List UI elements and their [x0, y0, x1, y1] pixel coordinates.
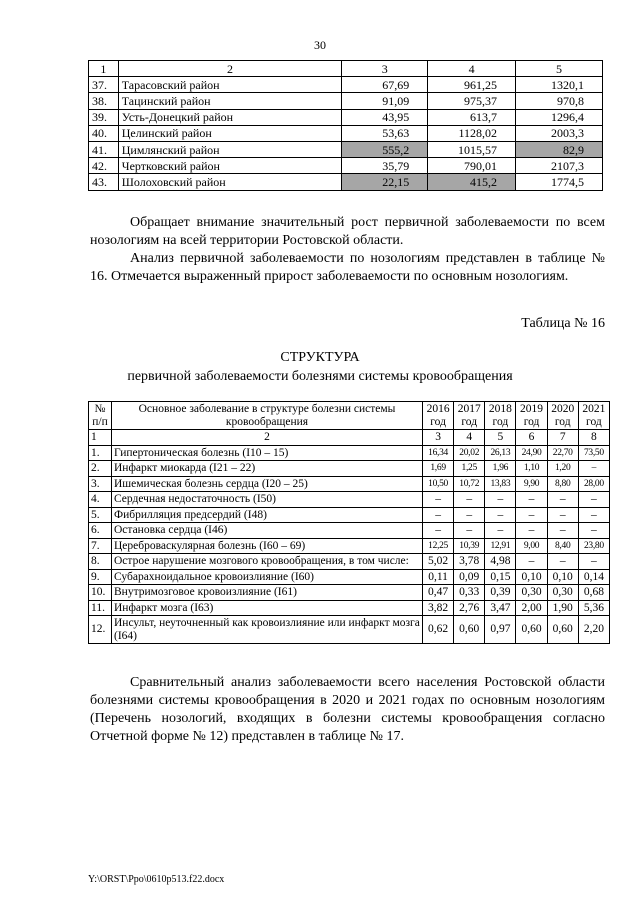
value-cell: 13,83 [485, 476, 516, 492]
district-name: Тарасовский район [118, 77, 341, 93]
value-cell: 0,15 [485, 569, 516, 585]
table-row [89, 554, 610, 570]
value-cell: 91,09 [342, 93, 428, 109]
row-number: 42. [89, 158, 119, 174]
header-cell: 3 [342, 61, 428, 77]
value-cell: – [516, 507, 547, 523]
value-cell: 0,39 [485, 585, 516, 601]
table-row [89, 461, 610, 477]
disease-name: Цереброваскулярная болезнь (I60 – 69) [112, 538, 423, 554]
value-cell: 1320,1 [516, 77, 603, 93]
value-cell: 3,47 [485, 600, 516, 616]
district-table [88, 60, 603, 191]
value-cell: 9,00 [516, 538, 547, 554]
value-cell: 1,10 [516, 461, 547, 477]
value-cell: 1774,5 [516, 174, 603, 190]
disease-name: Остановка сердца (I46) [112, 523, 423, 539]
value-cell: 0,10 [547, 569, 578, 585]
value-cell: 0,14 [578, 569, 609, 585]
value-cell: 82,9 [516, 141, 603, 157]
table-row [89, 569, 610, 585]
index-cell: 2 [112, 430, 423, 446]
value-cell: 12,25 [423, 538, 454, 554]
row-number: 12. [89, 616, 112, 644]
row-number: 39. [89, 109, 119, 125]
value-cell: – [516, 492, 547, 508]
value-cell: – [423, 523, 454, 539]
header-cell: 4 [428, 61, 516, 77]
table-row [89, 492, 610, 508]
value-cell: – [547, 523, 578, 539]
table-row [89, 538, 610, 554]
row-number: 2. [89, 461, 112, 477]
table-row [89, 476, 610, 492]
district-name: Шолоховский район [118, 174, 341, 190]
value-cell: 23,80 [578, 538, 609, 554]
value-cell: – [547, 507, 578, 523]
value-cell: 0,11 [423, 569, 454, 585]
value-cell: 1,90 [547, 600, 578, 616]
table-header-row [89, 402, 610, 430]
index-cell: 3 [423, 430, 454, 446]
district-name: Чертковский район [118, 158, 341, 174]
index-cell: 4 [454, 430, 485, 446]
table-label: Таблица № 16 [521, 316, 605, 331]
value-cell: 0,62 [423, 616, 454, 644]
value-cell: 2,76 [454, 600, 485, 616]
disease-name: Инфаркт миокарда (I21 – 22) [112, 461, 423, 477]
paragraph-3-text: Сравнительный анализ заболеваемости всего населения Ростовской области болезнями системы кровообращения в 2020 и 2021 годах по основным нозологиям (Перечень нозологий, входящих в болезни системы кровообращения согласно Отчетной форме № 12) представлен в таблице № 17. [90, 675, 605, 744]
index-cell: 7 [547, 430, 578, 446]
value-cell: 0,60 [454, 616, 485, 644]
value-cell: 73,50 [578, 445, 609, 461]
header-number: № п/п [89, 402, 112, 430]
table-row [89, 141, 603, 157]
value-cell: – [578, 492, 609, 508]
row-number: 8. [89, 554, 112, 570]
disease-name: Инсульт, неуточненный как кровоизлияние или инфаркт мозга (I64) [112, 616, 423, 644]
disease-name: Сердечная недостаточность (I50) [112, 492, 423, 508]
value-cell: 0,47 [423, 585, 454, 601]
value-cell: 53,63 [342, 125, 428, 141]
paragraph-1-text: Обращает внимание значительный рост первичной заболеваемости по всем нозологиям на всей территории Ростовской области. [90, 215, 605, 248]
header-year: 2016 год [423, 402, 454, 430]
value-cell: 12,91 [485, 538, 516, 554]
value-cell: 67,69 [342, 77, 428, 93]
district-name: Усть-Донецкий район [118, 109, 341, 125]
value-cell: – [454, 492, 485, 508]
value-cell: 3,82 [423, 600, 454, 616]
value-cell: – [423, 507, 454, 523]
value-cell: 28,00 [578, 476, 609, 492]
value-cell: 3,78 [454, 554, 485, 570]
value-cell: 415,2 [428, 174, 516, 190]
paragraph-1 [90, 214, 605, 250]
value-cell: 5,02 [423, 554, 454, 570]
value-cell: 9,90 [516, 476, 547, 492]
value-cell: 10,39 [454, 538, 485, 554]
header-cell: 2 [118, 61, 341, 77]
value-cell: – [485, 507, 516, 523]
value-cell: – [454, 507, 485, 523]
value-cell: 0,60 [516, 616, 547, 644]
row-number: 4. [89, 492, 112, 508]
value-cell: – [485, 523, 516, 539]
value-cell: – [423, 492, 454, 508]
value-cell: – [454, 523, 485, 539]
value-cell: 24,90 [516, 445, 547, 461]
district-name: Цимлянский район [118, 141, 341, 157]
value-cell: 1015,57 [428, 141, 516, 157]
disease-name: Фибрилляция предсердий (I48) [112, 507, 423, 523]
value-cell: 43,95 [342, 109, 428, 125]
value-cell: 1,25 [454, 461, 485, 477]
table-row [89, 585, 610, 601]
value-cell: 8,40 [547, 538, 578, 554]
value-cell: 2003,3 [516, 125, 603, 141]
table-row [89, 507, 610, 523]
value-cell: 0,10 [516, 569, 547, 585]
table-subtitle: первичной заболеваемости болезнями системы кровообращения [127, 369, 513, 384]
value-cell: 0,09 [454, 569, 485, 585]
header-year: 2020 год [547, 402, 578, 430]
table-row [89, 158, 603, 174]
value-cell: – [547, 492, 578, 508]
table-row [89, 174, 603, 190]
value-cell: 35,79 [342, 158, 428, 174]
table-row [89, 77, 603, 93]
row-number: 10. [89, 585, 112, 601]
row-number: 6. [89, 523, 112, 539]
row-number: 41. [89, 141, 119, 157]
value-cell: 0,68 [578, 585, 609, 601]
district-name: Тацинский район [118, 93, 341, 109]
disease-name: Гипертоническая болезнь (I10 – 15) [112, 445, 423, 461]
row-number: 1. [89, 445, 112, 461]
value-cell: 0,30 [547, 585, 578, 601]
table-row [89, 523, 610, 539]
disease-name: Острое нарушение мозгового кровообращения, в том числе: [112, 554, 423, 570]
row-number: 37. [89, 77, 119, 93]
value-cell: – [547, 554, 578, 570]
row-number: 5. [89, 507, 112, 523]
value-cell: 1,20 [547, 461, 578, 477]
index-cell: 1 [89, 430, 112, 446]
value-cell: 613,7 [428, 109, 516, 125]
value-cell: 8,80 [547, 476, 578, 492]
value-cell: 790,01 [428, 158, 516, 174]
value-cell: 22,70 [547, 445, 578, 461]
value-cell: 961,25 [428, 77, 516, 93]
value-cell: 20,02 [454, 445, 485, 461]
value-cell: – [516, 523, 547, 539]
district-name: Целинский район [118, 125, 341, 141]
disease-name: Внутримозговое кровоизлияние (I61) [112, 585, 423, 601]
value-cell: 975,37 [428, 93, 516, 109]
row-number: 43. [89, 174, 119, 190]
value-cell: – [578, 554, 609, 570]
row-number: 11. [89, 600, 112, 616]
disease-name: Субарахноидальное кровоизлияние (I60) [112, 569, 423, 585]
index-row [89, 430, 610, 446]
paragraph-2 [90, 250, 605, 286]
value-cell: 2107,3 [516, 158, 603, 174]
value-cell: 970,8 [516, 93, 603, 109]
value-cell: 1128,02 [428, 125, 516, 141]
file-path-footer: Y:\ORST\Ppo\0610p513.f22.docx [88, 874, 225, 885]
value-cell: 1,96 [485, 461, 516, 477]
value-cell: – [578, 523, 609, 539]
row-number: 38. [89, 93, 119, 109]
value-cell: 4,98 [485, 554, 516, 570]
value-cell: 22,15 [342, 174, 428, 190]
value-cell: 0,97 [485, 616, 516, 644]
value-cell: 555,2 [342, 141, 428, 157]
value-cell: – [485, 492, 516, 508]
paragraph-3 [90, 674, 605, 746]
value-cell: 0,33 [454, 585, 485, 601]
header-cell: 5 [516, 61, 603, 77]
value-cell: 10,50 [423, 476, 454, 492]
table-header-row [89, 61, 603, 77]
index-cell: 8 [578, 430, 609, 446]
value-cell: 0,30 [516, 585, 547, 601]
table-row [89, 616, 610, 644]
value-cell: 0,60 [547, 616, 578, 644]
index-cell: 6 [516, 430, 547, 446]
disease-name: Инфаркт мозга (I63) [112, 600, 423, 616]
header-cell: 1 [89, 61, 119, 77]
header-year: 2021 год [578, 402, 609, 430]
page-number: 30 [314, 38, 326, 52]
header-description: Основное заболевание в структуре болезни системы кровообращения [112, 402, 423, 430]
value-cell: 5,36 [578, 600, 609, 616]
header-year: 2017 год [454, 402, 485, 430]
table-row [89, 109, 603, 125]
header-year: 2018 год [485, 402, 516, 430]
table-row [89, 600, 610, 616]
value-cell: – [516, 554, 547, 570]
table-row [89, 125, 603, 141]
value-cell: – [578, 507, 609, 523]
value-cell: 10,72 [454, 476, 485, 492]
value-cell: 16,34 [423, 445, 454, 461]
header-year: 2019 год [516, 402, 547, 430]
paragraph-2-text: Анализ первичной заболеваемости по нозологиям представлен в таблице № 16. Отмечается выраженный прирост заболеваемости по основным нозологиям. [90, 251, 605, 284]
row-number: 7. [89, 538, 112, 554]
value-cell: 1296,4 [516, 109, 603, 125]
value-cell: 2,00 [516, 600, 547, 616]
table-row [89, 445, 610, 461]
value-cell: 1,69 [423, 461, 454, 477]
index-cell: 5 [485, 430, 516, 446]
table-title: СТРУКТУРА [280, 350, 360, 365]
row-number: 9. [89, 569, 112, 585]
value-cell: 2,20 [578, 616, 609, 644]
value-cell: – [578, 461, 609, 477]
disease-name: Ишемическая болезнь сердца (I20 – 25) [112, 476, 423, 492]
value-cell: 26,13 [485, 445, 516, 461]
row-number: 40. [89, 125, 119, 141]
row-number: 3. [89, 476, 112, 492]
table-row [89, 93, 603, 109]
circulatory-disease-table [88, 401, 610, 644]
